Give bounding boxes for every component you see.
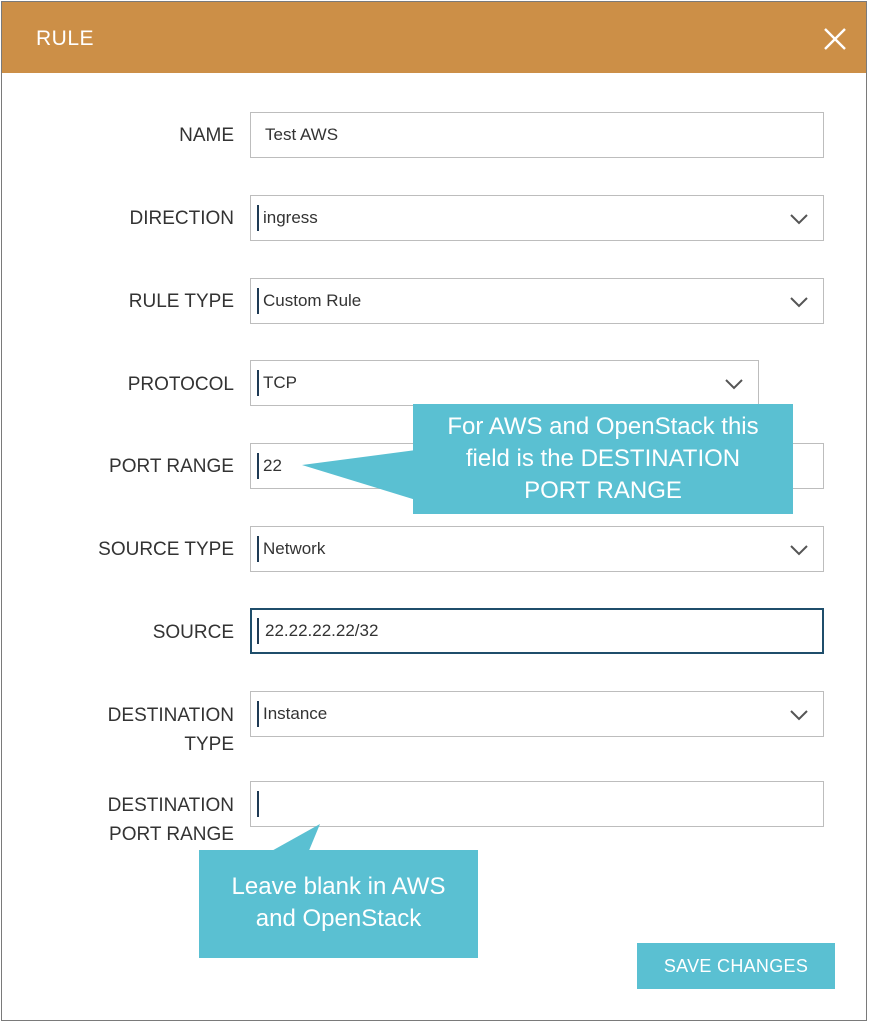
- destination-type-label-line1: DESTINATION: [107, 705, 234, 726]
- source-input[interactable]: [250, 608, 824, 654]
- close-button[interactable]: [822, 26, 848, 52]
- direction-select[interactable]: [250, 195, 824, 241]
- protocol-label: PROTOCOL: [127, 374, 234, 395]
- chevron-down-icon: [789, 296, 809, 308]
- dialog-title: RULE: [36, 27, 95, 50]
- direction-value: ingress: [263, 208, 318, 227]
- chevron-down-icon: [789, 213, 809, 225]
- port-range-callout-line1: For AWS and OpenStack this: [447, 413, 759, 440]
- protocol-value: TCP: [263, 373, 297, 392]
- port-range-label: PORT RANGE: [109, 456, 234, 477]
- rule-dialog: [1, 1, 867, 1021]
- destination-type-label-line2: TYPE: [184, 734, 234, 755]
- rule-type-caret: [257, 288, 259, 314]
- destination-port-range-label-line1: DESTINATION: [107, 795, 234, 816]
- dialog-header: [2, 2, 866, 73]
- source-caret: [257, 618, 259, 644]
- destination-port-callout-line1: Leave blank in AWS: [231, 873, 446, 900]
- direction-caret: [257, 205, 259, 231]
- port-range-callout-line3: PORT RANGE: [524, 477, 682, 504]
- chevron-down-icon: [789, 544, 809, 556]
- source-type-select[interactable]: [250, 526, 824, 572]
- save-changes-button[interactable]: SAVE CHANGES: [637, 943, 835, 989]
- rule-type-label: RULE TYPE: [128, 291, 234, 312]
- close-icon: [822, 26, 848, 52]
- port-range-caret: [257, 453, 259, 479]
- protocol-caret: [257, 370, 259, 396]
- destination-type-select[interactable]: [250, 691, 824, 737]
- source-label: SOURCE: [152, 622, 234, 643]
- destination-port-callout-line2: and OpenStack: [255, 905, 422, 932]
- source-value: 22.22.22.22/32: [265, 621, 379, 640]
- rule-type-select[interactable]: [250, 278, 824, 324]
- name-value: Test AWS: [265, 125, 339, 144]
- port-range-callout-tail: [300, 438, 420, 508]
- protocol-select[interactable]: [250, 360, 759, 406]
- destination-port-range-label-line2: PORT RANGE: [109, 824, 234, 845]
- rule-type-value: Custom Rule: [263, 291, 362, 310]
- direction-label: DIRECTION: [129, 208, 234, 229]
- destination-port-range-input[interactable]: [250, 781, 824, 827]
- port-range-callout: [413, 404, 793, 514]
- name-label: NAME: [179, 125, 234, 146]
- chevron-down-icon: [789, 709, 809, 721]
- source-type-label: SOURCE TYPE: [98, 539, 234, 560]
- port-range-value: 22: [263, 456, 282, 475]
- destination-type-value: Instance: [263, 704, 328, 723]
- port-range-callout-line2: field is the DESTINATION: [465, 445, 741, 472]
- destination-type-caret: [257, 701, 259, 727]
- destination-type-label: [2, 701, 234, 759]
- name-input[interactable]: [250, 112, 824, 158]
- chevron-down-icon: [724, 378, 744, 390]
- source-type-value: Network: [263, 539, 326, 558]
- destination-port-range-caret: [257, 791, 259, 817]
- destination-port-range-label: [2, 791, 234, 849]
- destination-port-callout: [199, 850, 478, 958]
- source-type-caret: [257, 536, 259, 562]
